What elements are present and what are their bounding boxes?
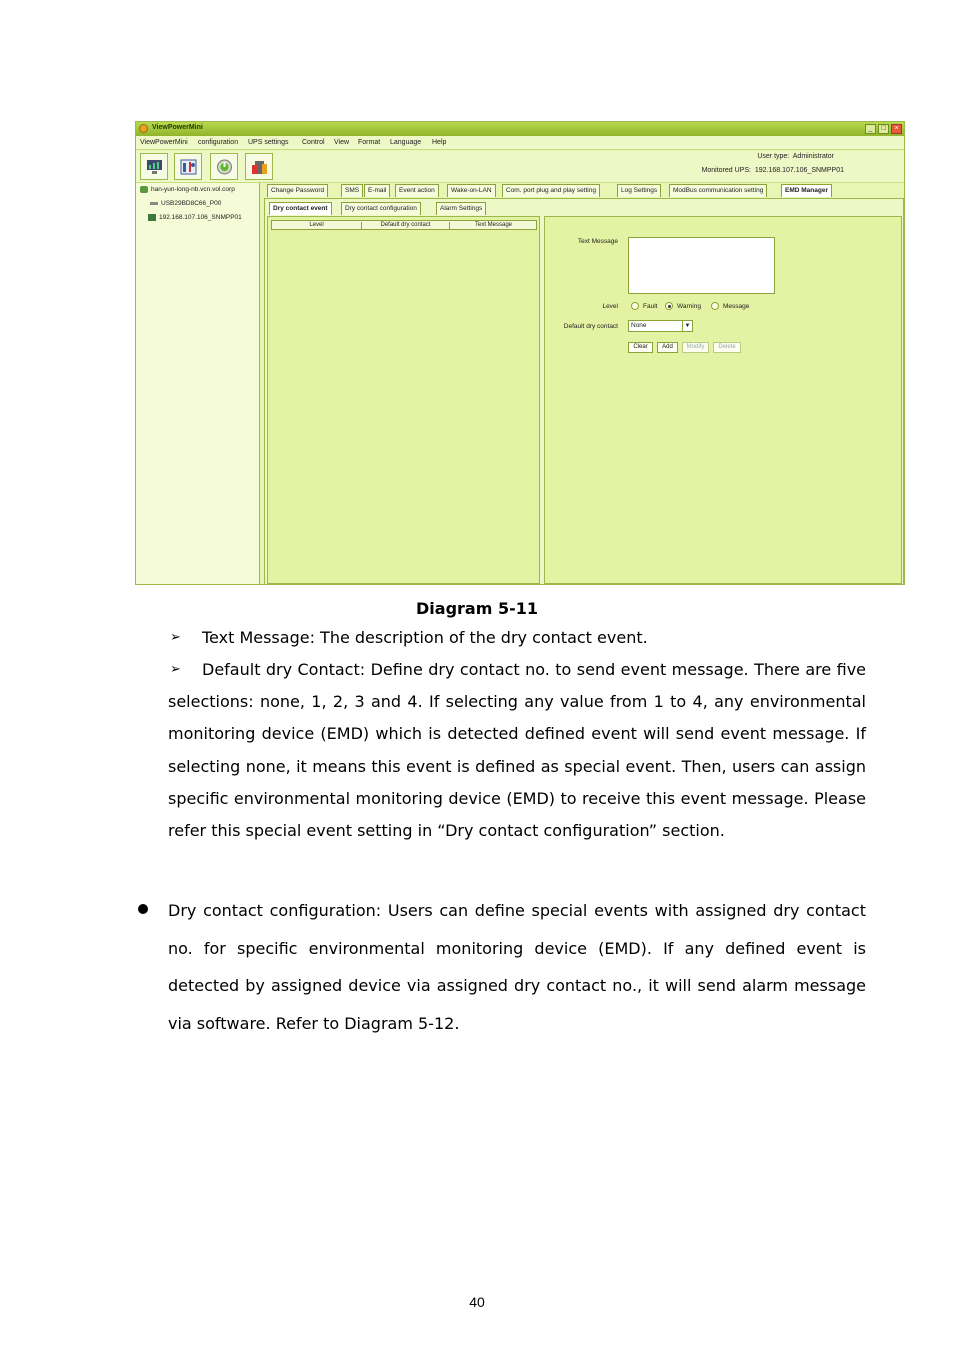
level-fault-label: Fault [643,303,658,310]
menu-language[interactable]: Language [390,139,422,146]
user-type-line [757,153,834,160]
clear-button[interactable]: Clear [628,342,653,353]
arrow-bullet-icon: ➢ [170,662,181,677]
tab-change-password[interactable]: Change Password [267,184,328,197]
level-warning-label: Warning [677,303,701,310]
default-dry-contact-select[interactable] [628,320,693,332]
tree-node-host[interactable]: han-yun-long-nb.vcn.vol.corp [140,186,235,193]
menu-help[interactable]: Help [432,139,447,146]
tools-icon [180,159,197,175]
menu-view[interactable]: View [334,139,350,146]
minimize-button[interactable]: _ [865,124,876,134]
level-label: Level [602,303,618,310]
level-message-label: Message [723,303,750,310]
configuration-tool-button[interactable] [174,153,202,180]
menu-bar [136,136,904,150]
computer-icon [140,186,148,193]
event-table [267,216,540,584]
default-dry-contact-value: None [631,322,647,329]
snmp-device-icon [148,214,156,221]
level-warning-radio[interactable] [665,302,673,310]
event-form [544,216,902,584]
tab-com-port[interactable]: Com. port plug and play setting [502,184,600,197]
power-icon [216,159,233,175]
device-tree [136,183,260,585]
window-title: ViewPowerMini [152,124,203,131]
usb-icon [150,202,158,205]
column-default-dry-contact[interactable]: Default dry contact [362,222,450,230]
tab-modbus[interactable]: ModBus communication setting [669,184,767,197]
default-dry-contact-label: Default dry contact [563,323,618,330]
tab-wake-on-lan[interactable]: Wake-on-LAN [447,184,496,197]
menu-control[interactable]: Control [302,139,325,146]
tab-sms[interactable]: SMS [341,184,363,197]
level-fault-radio[interactable] [631,302,639,310]
maximize-button[interactable]: □ [878,124,889,134]
text-message-input[interactable] [628,237,775,294]
monitored-ups-value: 192.168.107.106_SNMPP01 [754,167,844,174]
subtab-alarm-settings[interactable]: Alarm Settings [436,202,486,215]
bullet-text-message: Text Message: The description of the dry contact event. [202,628,648,647]
bullet-dry-contact-configuration: Dry contact configuration: Users can define special events with assigned dry contact no. for specific environmental monitoring device (EMD). If any defined event is detected by assigned device via assigned dry contact no., it will send alarm message via software. Refer to Diagram 5-12. [168,901,866,1033]
tab-event-action[interactable]: Event action [395,184,439,197]
close-button[interactable]: × [891,124,902,134]
user-type-value: Administrator [792,153,834,160]
figure-caption: Diagram 5-11 [416,599,538,618]
add-button[interactable]: Add [657,342,678,353]
power-tool-button[interactable] [210,153,238,180]
round-bullet-icon [138,904,148,914]
tab-log-settings[interactable]: Log Settings [617,184,661,197]
ups-icon [251,159,268,175]
tree-node-usb-ups[interactable]: USB29BD8C66_P00 [150,200,221,207]
menu-configuration[interactable]: configuration [198,139,239,146]
app-icon [139,124,148,133]
delete-button[interactable]: Delete [713,342,741,353]
tab-email[interactable]: E-mail [364,184,390,197]
text-message-label: Text Message [577,238,618,245]
chevron-down-icon: ▼ [682,321,692,331]
page-number: 40 [469,1294,485,1310]
application-window [135,121,905,585]
level-message-radio[interactable] [711,302,719,310]
menu-ups-settings[interactable]: UPS settings [248,139,289,146]
ups-tool-button[interactable] [245,153,273,180]
menu-format[interactable]: Format [358,139,381,146]
user-type-label: User type: [757,153,790,160]
monitor-tool-button[interactable] [140,153,168,180]
menu-viewpowermini[interactable]: ViewPowerMini [140,139,188,146]
bullet-default-dry-contact: Default dry Contact: Define dry contact no. to send event message. There are five selections: none, 1, 2, 3 and 4. If selecting any value from 1 to 4, any environmental monitoring device (EMD) which is detected defined event will send event message. If selecting none, it means this event is defined as special event. Then, users can assign specific environmental monitoring device (EMD) to receive this event message. Please refer this special event setting in “Dry contact configuration” section. [168,660,866,841]
monitored-ups-line [702,167,844,174]
modify-button[interactable]: Modify [682,342,709,353]
column-level[interactable]: Level [272,222,362,230]
tree-node-snmp-ups[interactable]: 192.168.107.106_SNMPP01 [148,214,242,221]
monitor-icon [146,159,163,175]
subtab-dry-contact-configuration[interactable]: Dry contact configuration [341,202,421,215]
title-bar [136,122,904,136]
toolbar [136,151,904,183]
subtab-dry-contact-event[interactable]: Dry contact event [269,202,332,215]
tab-emd-manager[interactable]: EMD Manager [781,184,832,197]
monitored-ups-label: Monitored UPS: [701,167,751,174]
event-table-header [271,220,537,230]
column-text-message[interactable]: Text Message [474,222,513,228]
arrow-bullet-icon: ➢ [170,630,181,645]
emd-manager-panel [264,198,904,585]
